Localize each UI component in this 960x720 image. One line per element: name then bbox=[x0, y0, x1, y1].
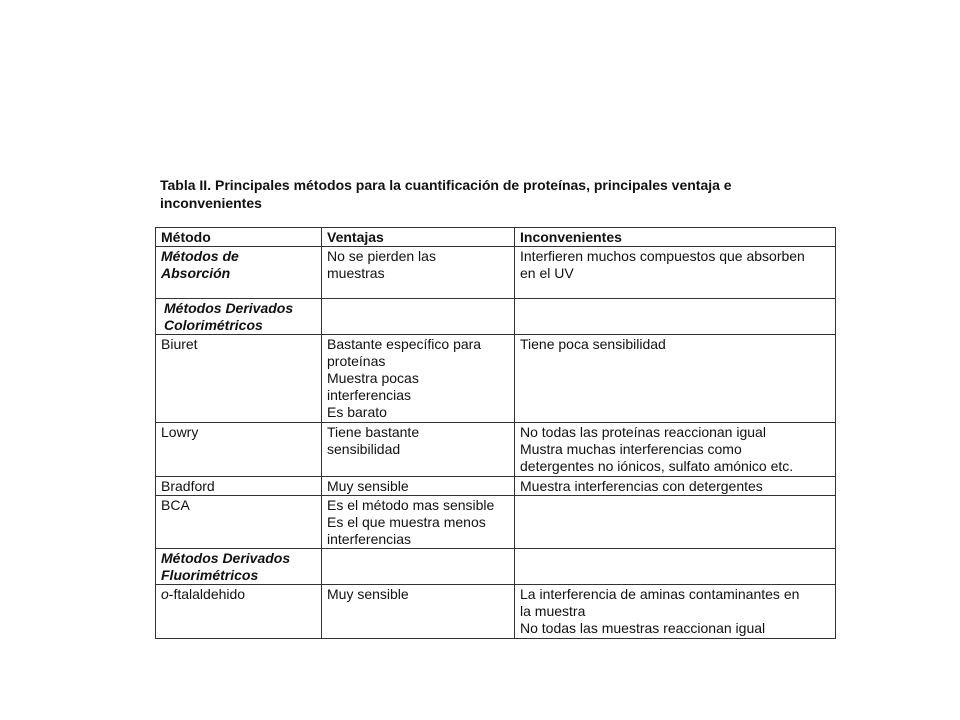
drawback-line: Mustra muchas interferencias como bbox=[520, 441, 742, 457]
method-line: Biuret bbox=[161, 336, 198, 352]
advantage-line: Bastante específico para bbox=[327, 336, 482, 352]
method-line: Métodos de bbox=[161, 248, 239, 264]
table-row bbox=[156, 299, 836, 335]
advantage-line: Es el que muestra menos bbox=[327, 514, 486, 530]
method-cell bbox=[156, 477, 322, 496]
advantages-cell bbox=[322, 299, 515, 335]
advantages-cell bbox=[322, 496, 515, 549]
drawbacks-cell bbox=[515, 549, 836, 585]
method-cell bbox=[156, 247, 322, 299]
table-row bbox=[156, 335, 836, 423]
methods-table bbox=[155, 227, 836, 639]
drawbacks-cell bbox=[515, 585, 836, 639]
method-line: Absorción bbox=[161, 265, 231, 281]
method-cell bbox=[156, 423, 322, 477]
method-line: BCA bbox=[161, 497, 190, 513]
advantages-cell bbox=[322, 585, 515, 639]
advantages-cell bbox=[322, 335, 515, 423]
table-row bbox=[156, 585, 836, 639]
advantage-line: Muy sensible bbox=[327, 478, 409, 494]
advantages-cell bbox=[322, 423, 515, 477]
advantage-line: interferencias bbox=[327, 531, 412, 547]
caption-line-1: Tabla II. Principales métodos para la cuantificación de proteínas, principales ventaja e bbox=[160, 177, 732, 193]
header-drawbacks: Inconvenientes bbox=[515, 228, 836, 247]
method-line: Colorimétricos bbox=[164, 317, 263, 333]
drawback-line: Muestra interferencias con detergentes bbox=[520, 478, 763, 494]
advantages-cell bbox=[322, 247, 515, 299]
drawbacks-cell bbox=[515, 496, 836, 549]
advantage-line: muestras bbox=[327, 265, 385, 281]
advantage-line: Es el método mas sensible bbox=[327, 497, 495, 513]
method-line: Métodos Derivados bbox=[161, 550, 291, 566]
advantage-line: sensibilidad bbox=[327, 441, 401, 457]
table-caption bbox=[160, 176, 840, 212]
drawback-line: en el UV bbox=[520, 265, 574, 281]
drawback-line: detergentes no iónicos, sulfato amónico etc. bbox=[520, 458, 794, 474]
caption-line-2: inconvenientes bbox=[160, 195, 262, 211]
table-header-row bbox=[156, 228, 836, 247]
drawbacks-cell bbox=[515, 477, 836, 496]
advantages-cell bbox=[322, 477, 515, 496]
advantages-cell bbox=[322, 549, 515, 585]
method-line: Fluorimétricos bbox=[161, 567, 259, 583]
advantage-line: Tiene bastante bbox=[327, 424, 420, 440]
method-cell bbox=[156, 335, 322, 423]
method-cell bbox=[156, 549, 322, 585]
table-row bbox=[156, 477, 836, 496]
header-method: Método bbox=[156, 228, 322, 247]
drawback-line: No todas las proteínas reaccionan igual bbox=[520, 424, 766, 440]
method-line: Métodos Derivados bbox=[164, 300, 294, 316]
method-line: Bradford bbox=[161, 478, 215, 494]
method-cell bbox=[156, 585, 322, 639]
method-line: Lowry bbox=[161, 424, 199, 440]
drawbacks-cell bbox=[515, 247, 836, 299]
drawbacks-cell bbox=[515, 335, 836, 423]
advantage-line: Muestra pocas bbox=[327, 370, 419, 386]
advantage-line: No se pierden las bbox=[327, 248, 436, 264]
drawbacks-cell bbox=[515, 423, 836, 477]
drawback-line: la muestra bbox=[520, 603, 586, 619]
table-row bbox=[156, 247, 836, 299]
method-cell bbox=[156, 496, 322, 549]
drawback-line: No todas las muestras reaccionan igual bbox=[520, 620, 766, 636]
method-suffix: -ftalaldehido bbox=[168, 586, 246, 602]
table-row bbox=[156, 423, 836, 477]
drawback-line: Tiene poca sensibilidad bbox=[520, 336, 666, 352]
advantage-line: proteínas bbox=[327, 353, 386, 369]
header-advantages: Ventajas bbox=[322, 228, 515, 247]
drawback-line: La interferencia de aminas contaminantes en bbox=[520, 586, 800, 602]
method-cell bbox=[156, 299, 322, 335]
table-row bbox=[156, 496, 836, 549]
method-prefix: o bbox=[161, 586, 169, 602]
method-line bbox=[161, 586, 316, 603]
advantage-line: Muy sensible bbox=[327, 586, 409, 602]
drawbacks-cell bbox=[515, 299, 836, 335]
drawback-line: Interfieren muchos compuestos que absorben bbox=[520, 248, 805, 264]
advantage-line: interferencias bbox=[327, 387, 412, 403]
table-row bbox=[156, 549, 836, 585]
advantage-line: Es barato bbox=[327, 404, 387, 420]
